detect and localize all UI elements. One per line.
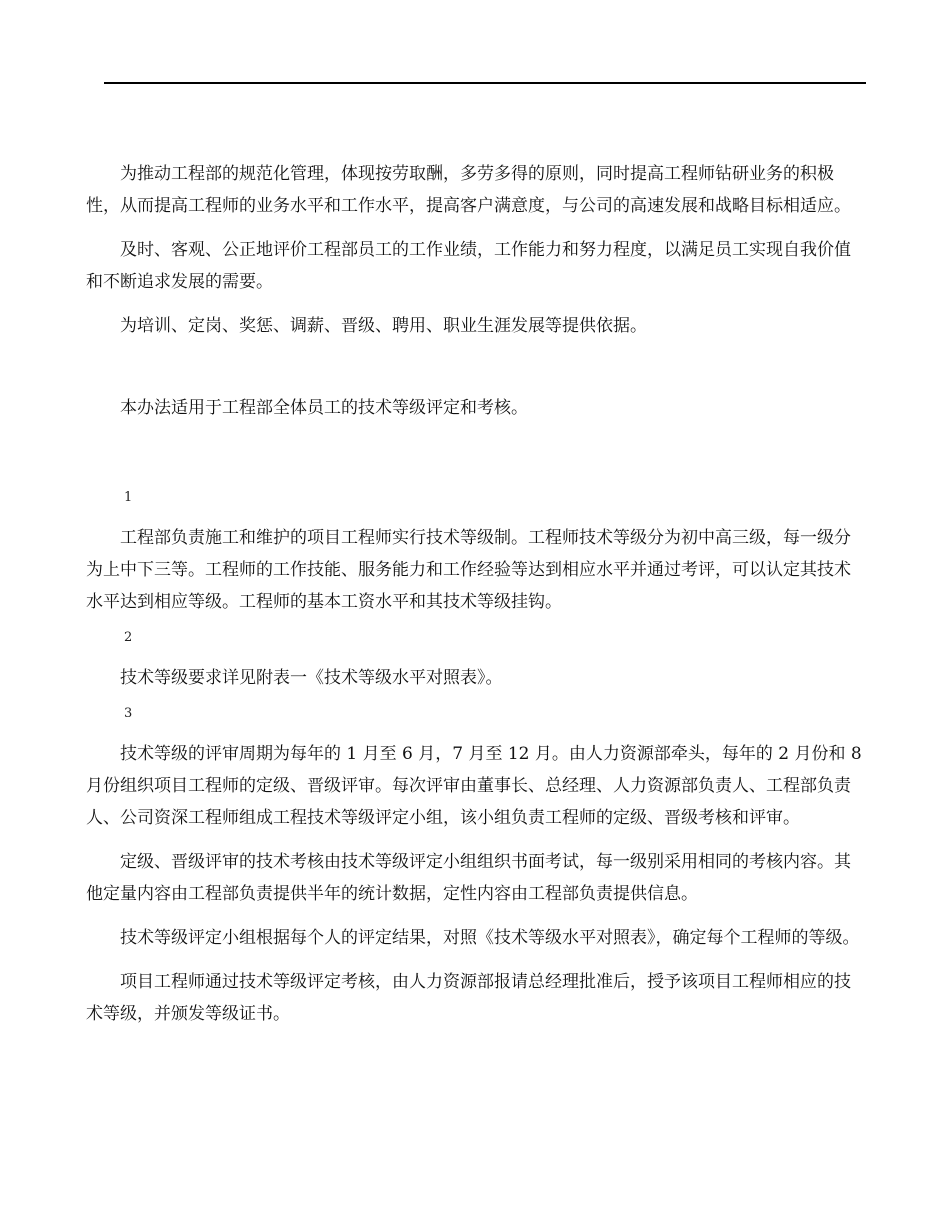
section-heading-scope: [86, 372, 866, 390]
paragraph: 本办法适用于工程部全体员工的技术等级评定和考核。: [120, 398, 528, 418]
document-body: [86, 128, 866, 1030]
paragraph: 定级、晋级评审的技术考核由技术等级评定小组组织书面考试，每一级别采用相同的考核内容。其他定量内容由工程部负责提供半年的统计数据，定性内容由工程部负责提供信息。: [86, 852, 851, 904]
section-heading-purpose: [86, 128, 866, 146]
paragraph: 为推动工程部的规范化管理，体现按劳取酬，多劳多得的原则，同时提高工程师钻研业务的积极性，从而提高工程师的业务水平和工作水平，提高客户满意度，与公司的高速发展和战略目标相适应。: [86, 164, 851, 216]
subsection-heading-2: 2: [124, 630, 136, 645]
paragraph: 技术等级的评审周期为每年的 1 月至 6 月，7 月至 12 月。由人力资源部牵头，每年的 2 月份和 8 月份组织项目工程师的定级、晋级评审。每次评审由董事长、总经理、人力资源部负责人、工程部负责人、公司资深工程师组成工程技术等级评定小组，该小组负责工程师的定级、晋级考核和评审。: [86, 744, 862, 828]
header-rule: [104, 82, 866, 84]
section-heading-grading: [86, 454, 866, 472]
paragraph: 项目工程师通过技术等级评定考核，由人力资源部报请总经理批准后，授予该项目工程师相应的技术等级，并颁发等级证书。: [86, 972, 851, 1024]
paragraph: 及时、客观、公正地评价工程部员工的工作业绩，工作能力和努力程度，以满足员工实现自我价值和不断追求发展的需要。: [86, 240, 851, 292]
paragraph: 技术等级要求详见附表一《技术等级水平对照表》。: [120, 668, 503, 688]
subsection-heading-1: 1: [124, 490, 136, 505]
paragraph: 工程部负责施工和维护的项目工程师实行技术等级制。工程师技术等级分为初中高三级，每一级分为上中下三等。工程师的工作技能、服务能力和工作经验等达到相应水平并通过考评，可以认定其技术水平达到相应等级。工程师的基本工资水平和其技术等级挂钩。: [86, 528, 851, 612]
subsection-heading-3: 3: [124, 706, 136, 721]
paragraph: 为培训、定岗、奖惩、调薪、晋级、聘用、职业生涯发展等提供依据。: [120, 316, 647, 336]
paragraph: 技术等级评定小组根据每个人的评定结果，对照《技术等级水平对照表》，确定每个工程师的等级。: [120, 928, 860, 948]
